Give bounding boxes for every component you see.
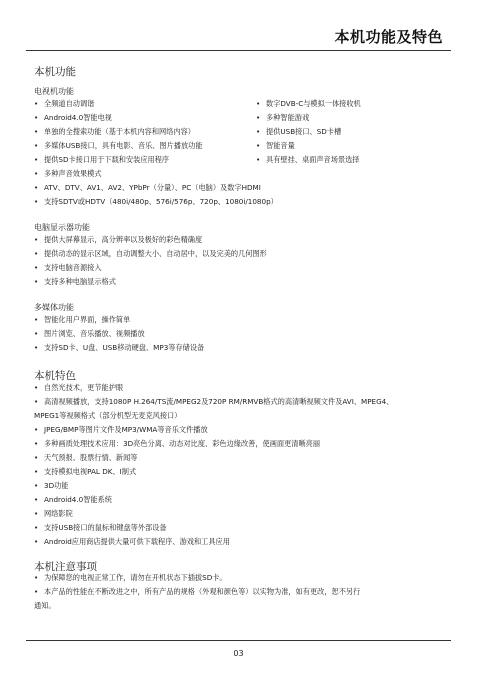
list-item: • 天气预报、股票行情、新闻等 <box>34 453 138 462</box>
list-item: • 3D功能 <box>34 481 69 490</box>
list-item: • 网络影院 <box>34 509 73 518</box>
page-number: 03 <box>233 649 244 658</box>
list-item: • 支持SDTV或HDTV（480i/480p、576i/576p、720p、1080i/1080p） <box>34 197 278 206</box>
list-item: • JPEG/BMP等图片文件及MP3/WMA等音乐文件播放 <box>34 425 208 434</box>
list-item: • 为保障您的电视正常工作，请勿在开机状态下插拔SD卡。 <box>34 573 227 582</box>
list-item: • 多种画质处理技术应用：3D亮色分离、动态对比度、彩色边缘改善，使画面更清晰亮丽 <box>34 439 321 448</box>
list-item: • 支持电脑音源接入 <box>34 263 102 272</box>
list-item: • 具有壁挂、桌面声音场景选择 <box>256 155 360 164</box>
list-item: • 支持SD卡、U盘、USB移动硬盘、MP3等存储设备 <box>34 343 205 352</box>
list-item: • 支持多种电脑显示格式 <box>34 277 116 286</box>
footer-divider <box>26 640 451 641</box>
list-item: • 多种声音效果模式 <box>34 169 102 178</box>
list-item: • 本产品的性能在不断改进之中，所有产品的规格（外观和颜色等）以实物为准，如有更改，恕不另行 <box>34 587 361 596</box>
list-item: • 自然光技术，更节能护眼 <box>34 383 124 392</box>
list-item: • Android4.0智能系统 <box>34 495 112 504</box>
list-item: • 多媒体USB接口，具有电影、音乐、图片播放功能 <box>34 141 203 150</box>
list-item: • ATV、DTV、AV1、AV2、YPbPr（分量）、PC（电脑）及数字HDMI <box>34 183 261 192</box>
list-item-continuation: 通知。 <box>34 601 56 610</box>
list-item: • 数字DVB-C与模拟一体接收机 <box>256 99 361 108</box>
list-item: • 支持模拟电视PAL DK、I制式 <box>34 467 137 476</box>
list-item: • 提供动态的显示区域，自动调整大小、自动居中，以及完美的几何图形 <box>34 249 267 258</box>
section-title-features: 本机特色 <box>34 370 76 382</box>
page-header-title: 本机功能及特色 <box>334 28 443 46</box>
list-item: • 单独的全搜索功能（基于本机内容和网络内容） <box>34 127 195 136</box>
list-item: • 智能音量 <box>256 141 295 150</box>
list-item: • 图片浏览、音乐播放、视频播放 <box>34 329 145 338</box>
list-item: • 提供USB接口、SD卡槽 <box>256 127 342 136</box>
header-divider <box>26 50 451 51</box>
subsection-title-tv: 电视机功能 <box>34 87 74 96</box>
list-item: • 提供大屏幕显示，高分辨率以及极好的彩色精确度 <box>34 235 203 244</box>
subsection-title-monitor: 电脑显示器功能 <box>34 223 90 232</box>
list-item: • 全频道自动调谐 <box>34 99 95 108</box>
list-item-continuation: MPEG1等视频格式（部分机型无麦克风接口） <box>34 411 182 420</box>
list-item: • 智能化用户界面，操作简单 <box>34 315 131 324</box>
section-title-notes: 本机注意事项 <box>34 561 97 573</box>
list-item: • Android应用商店提供大量可供下载程序、游戏和工具应用 <box>34 537 230 546</box>
list-item: • 提供SD卡接口用于下载和安装应用程序 <box>34 155 170 164</box>
section-title-functions: 本机功能 <box>34 66 76 78</box>
list-item: • Android4.0智能电视 <box>34 113 112 122</box>
subsection-title-multimedia: 多媒体功能 <box>34 303 74 312</box>
list-item: • 高清视频播放，支持1080P H.264/TS流/MPEG2及720P RM/RMVB格式的高清晰视频文件及AVI、MPEG4、 <box>34 397 394 406</box>
list-item: • 多种智能游戏 <box>256 113 310 122</box>
list-item: • 支持USB接口的鼠标和键盘等外部设备 <box>34 523 167 532</box>
